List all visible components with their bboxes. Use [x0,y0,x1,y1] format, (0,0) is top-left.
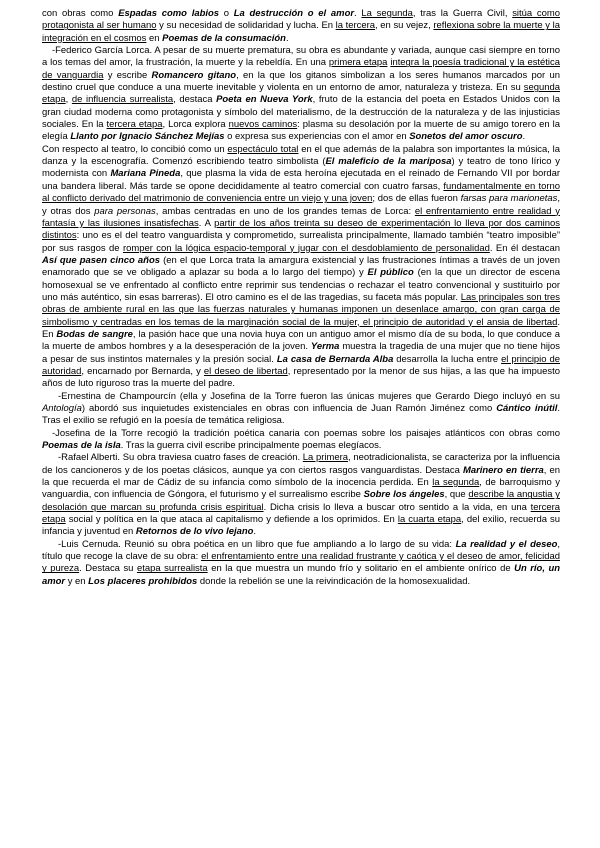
text-run: desarrolla la lucha entre [393,353,502,365]
text-run: tercera etapa [106,119,163,131]
text-run: , encarnado por Bernarda, y [81,365,204,377]
text-run: ( [318,156,326,168]
text-run: farsas [411,180,438,192]
paragraph-p3 [42,144,560,391]
text-run: ; dos de ellas fueron [372,193,461,205]
text-run: . En [42,316,560,340]
text-run: la tercera [335,20,376,32]
text-run: Llanto por Ignacio Sánchez Mejías [70,131,225,143]
text-run: Antología [42,403,82,414]
text-run: . En él destacan [489,242,561,254]
text-run: recogió la tradición poética canaria con poemas sobre los paisajes atlánticos con obras como [142,427,560,439]
text-run: -Rafael Alberti. [58,452,120,464]
text-run: distintos [42,230,77,242]
text-run: segunda etapa [42,82,560,106]
text-run: etapa surrealista [136,563,208,575]
text-run: , [479,477,486,489]
text-run: de influencia surrealista [71,94,174,106]
text-run: y en [65,575,89,587]
text-run: . Destaca su [79,563,137,575]
text-run: , [504,8,513,19]
text-run: Sobre los ángeles [363,489,445,501]
text-run: fundamentalmente en torno al conflicto derivado del matrimonio de conveniencia entre un viejo y una joven [42,180,560,205]
text-run: uno [82,230,99,242]
text-run: . [354,8,362,19]
text-run: Poemas de la isla [42,440,121,452]
text-run: Yerma [310,341,340,353]
text-run: , [348,452,354,464]
text-run: es el del [98,230,142,242]
text-run: romper con la lógica espacio-temporal y jugar con el desdoblamiento de personalidad [122,242,490,254]
text-run: A pesar de su muerte prematura, su obra es abundante y variada, aunque casi siempre en torno a los temas del [42,45,560,69]
text-run: , [437,180,444,192]
text-run: Retornos de lo vivo lejano [135,526,254,538]
text-run: en la que ataca al capitalismo y defiende a los oprimidos. En [133,514,398,526]
text-run: Reunió su obra poética en un libro que fue ampliando a lo largo de su vida: [120,538,456,550]
text-run: su deseo de experimentación lo lleva por [319,217,506,229]
text-run: Las principales son [460,291,545,303]
text-run: Así que pasen cinco años [42,254,160,266]
text-run: Con respecto al teatro, lo concibió como un [42,143,228,155]
text-run: el enfrentamiento entre una realidad frustrante y caótica y el deseo de amor, felicidad y pureza [42,551,560,575]
text-run: tragedias [318,291,358,303]
text-run: años treinta [269,217,320,229]
text-run: donde la rebelión se une la reivindicación de la homosexualidad. [197,575,471,587]
text-run: la cuarta etapa [397,514,462,526]
paragraph-p5 [42,428,560,453]
text-run: Su obra traviesa cuatro fases de creación. [120,452,303,464]
text-run: Poemas de la consumación [162,32,286,44]
text-run: , destaca [173,94,217,106]
text-run: teatro de tono lírico y modernista [42,156,561,180]
text-run: -Federico García Lorca. [52,45,153,57]
text-run: , la pasión hace que una novia huya con un antiguo amor el mismo día de su boda, lo que conduce a la muerte de ambos hombres y a la desesperación de la joven. [42,328,560,353]
text-run: . Dicha crisis lo lleva a buscar otro sentido a la vida, en una [263,501,531,513]
text-run: de ambiente rural en las que las fuerzas naturales y humanas imponen un desenlace amargo, con gran carga de simbolismo y centradas en los temas de la marginación social de la mujer, el principio de autoridad y el ansia de libertad [42,304,560,328]
text-run: . Tras el exilio se refugió en la poesía de temática religiosa. [42,403,560,427]
text-run: . Tras la guerra civil escribe principalmente poemas elegíacos. [120,440,382,452]
text-run: “teatro imposible” [486,230,560,242]
paragraph-p4 [42,391,560,428]
text-run: , surrealista principalmente, llamado también [293,230,487,242]
paragraph-p2 [42,45,560,144]
text-run: o expresa sus experiencias con el amor en [224,131,410,143]
text-run: nuevos caminos [228,119,298,131]
text-run: Cántico inútil [496,403,558,414]
text-run: , tras la Guerra Civil [412,8,505,19]
text-run: , que [444,489,469,501]
text-run: , su faceta más popular. [357,291,461,303]
text-run: tercera etapa [42,501,561,526]
text-run: , en la que los gitanos simbolizan a los seres humanos marcados por un destino cruel que conduce a una muerte inevitable y violenta en un entorno de amor, naturaleza y tristeza. En su [42,69,560,94]
text-run: partir de los [214,217,270,229]
text-run: -Josefina de la Torre [52,427,143,439]
text-run: : [76,230,83,242]
text-run: social y política [68,514,134,526]
text-run: La segunda [361,8,413,19]
text-run: , que plasma la vida de esta heroína ejecutada en el reinado de Fernando VII por bordar una bandera liberal. Más tarde se opone decididamente al teatro comercial con cuatro [42,168,561,192]
text-run: Los placeres prohibidos [88,575,198,587]
text-run: en la que muestra un mundo frío y solitario en el ambiente onírico de [207,563,515,575]
text-run: muestra la tragedia de una mujer que no tiene hijos a pesar de sus instintos maternales y la presión social. [42,341,560,365]
text-run: (en el que Lorca trata la amargura existencial y las frustraciones íntimas a través de un joven enamorado que se ve obligado a aplazar su boda a lo largo del tiempo) y [42,254,560,279]
text-run: Bodas de sangre [56,328,133,340]
text-run: en [146,32,163,44]
text-run: . A [198,217,215,229]
text-run: y su necesidad de solidaridad y lucha. En [156,20,336,32]
text-run: , representado por la menor de sus hijas, a las que ha impuesto años de luto riguroso tras la muerte del padre. [42,365,560,390]
text-run: , título que recoge la clave de su obra: [42,538,560,563]
text-run: ) y [451,156,468,168]
text-run: Sonetos del amor oscuro [409,131,523,143]
text-run: La primera [302,452,349,464]
text-run: -Luis Cernuda. [58,538,121,550]
text-run: con obras como [42,8,119,19]
paragraph-p6 [42,452,560,538]
text-run: , fruto de la estancia del poeta en Estados Unidos con la gran ciudad moderna como protagonista y símbolo del materialismo, de la destrucción de la naturaleza y de las injusticias sociales. En la [42,94,561,131]
paragraph-p7 [42,539,560,588]
paragraph-p1 [42,8,560,45]
text-run: : plasma su desolación por la muerte de su amigo torero en la elegía [42,119,560,143]
text-run: , se caracteriza por la influencia de los cancioneros y de los poetas clásicos, aunque ya con ciertos rasgos vanguardistas. Destaca [42,452,561,476]
text-run: el deseo de libertad [203,365,288,377]
text-run: Poeta en Nueva York [216,94,313,106]
text-run: . [522,131,526,143]
text-run: es el de las [265,291,319,303]
text-run: Marinero en tierra [463,464,544,476]
text-run: La destrucción o el amor [233,8,355,19]
text-run: . [253,526,257,538]
text-run: , y otras dos [42,193,560,217]
text-run: , en su vejez [375,20,429,32]
text-run: (en la que un director de escena homosexual se ve enfrentado al conflicto entre reprimir sus tendencias o rechazar el teatro convencional y sustituirlo por uno más auténtico, sin esas barreras). [42,267,560,303]
text-run: con [88,168,111,180]
text-run: , [428,20,434,32]
text-run: por sus rasgos de [42,242,123,254]
text-run: ) abordó sus inquietudes existenciales en obras con influencia de Juan Ramón Jiménez como [81,403,497,414]
text-run: dos caminos [505,217,560,229]
text-run: espectáculo total [227,143,299,155]
text-run: El maleficio de la mariposa [325,156,452,168]
text-run: , Lorca explora [162,119,229,131]
text-run: En una [292,57,329,69]
text-run: , con influencia de Góngora, el futurismo y el surrealismo escribe [88,489,364,501]
text-run: reflexiona sobre la muerte y la integración en el cosmos [42,20,560,44]
text-run: . [285,32,289,44]
text-run: para personas [94,205,156,217]
text-run: teatro simbolista [248,156,319,168]
text-run: el enfrentamiento entre realidad y fantasía y las ilusiones insatisfechas [42,205,560,229]
text-run: del exilio [466,514,505,526]
text-run: sitúa como protagonista al ser humano [42,8,560,32]
text-run: describe la angustia y desolación que marcan su profunda crisis espiritual [42,489,560,513]
text-run: , [65,94,72,106]
text-run: , ambas centradas en uno de los grandes temas de Lorca: [155,205,415,217]
text-run: neotradicionalista [353,452,427,464]
text-run: primera etapa [328,57,388,69]
document-page [42,8,560,588]
text-run: , recuerda su infancia y juventud en [42,514,561,538]
text-run: y escribe [103,69,152,81]
text-run: farsas para marionetas [460,193,558,205]
text-run: Un río, un amor [42,563,561,587]
text-run: amor, la frustración, la muerte y la rebeldía. [109,57,293,69]
text-run: , [461,514,467,526]
text-run: el principio de autoridad [42,353,560,377]
text-run: teatro vanguardista y comprometido [141,230,294,242]
text-run: La realidad y el deseo [455,538,558,550]
text-run: Mariana Pineda [110,168,181,180]
text-run: (ella y Josefina de la Torre fueron las únicas mujeres que Gerardo Diego incluyó en su [176,390,560,402]
text-run: Espadas como labios [118,8,219,19]
text-run: -Ernestina de Champourcín [58,390,176,402]
text-run: , en la que recuerda el mar de Cádiz de su infancia como símbolo de la inocencia perdida. En [42,464,560,489]
text-run: El otro camino [205,291,266,303]
text-run: La casa de Bernarda Alba [276,353,394,365]
text-run: la segunda [432,477,480,489]
text-run: o [218,8,234,19]
text-run: integra la poesía tradicional y la estética de vanguardia [42,57,560,81]
text-run: tres obras [42,291,560,316]
text-run: El público [367,267,414,279]
text-run: en el que además de la palabra son importantes la música, la danza y la escenografía. Comenzó escribiendo [42,143,561,168]
text-run: de barroquismo y vanguardia [42,477,561,501]
text-run: Romancero gitano [151,69,237,81]
